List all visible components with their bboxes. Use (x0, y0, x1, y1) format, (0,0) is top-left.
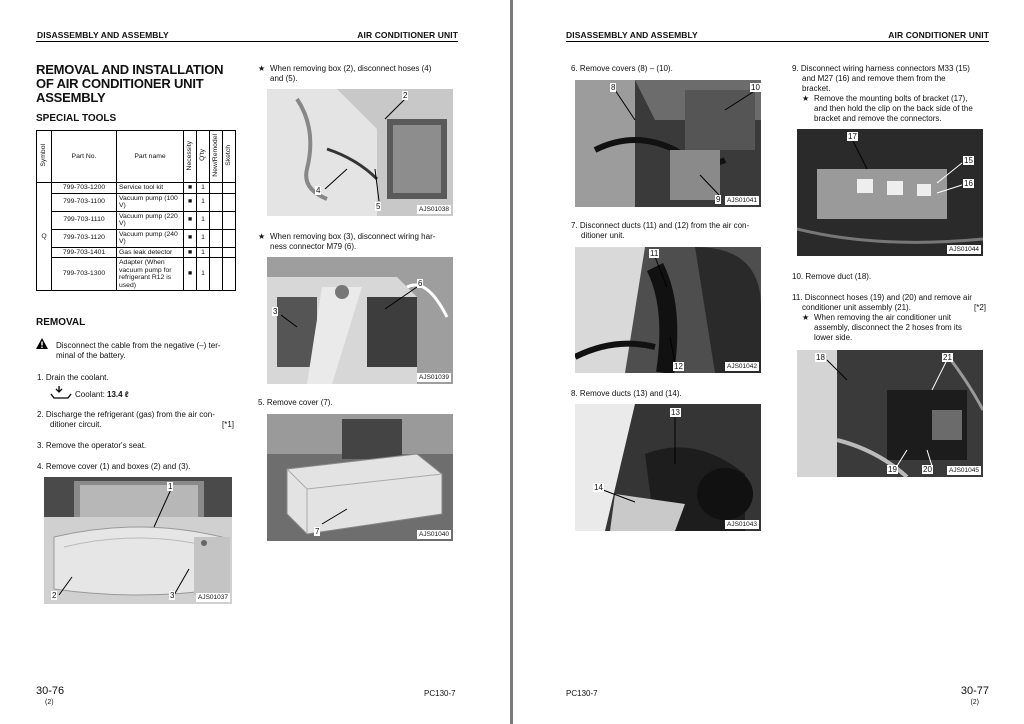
callout: 3 (170, 591, 175, 600)
photo-drawing (797, 129, 983, 256)
photo-cab-box-removal (44, 477, 232, 604)
photo-drawing (44, 477, 232, 604)
photo-code: AJS01039 (419, 374, 449, 381)
step-11-ref: [*2] (974, 303, 987, 312)
callout: 1 (168, 482, 173, 491)
photo-code: AJS01040 (419, 531, 449, 538)
callout: 19 (888, 465, 897, 474)
photo-code: AJS01037 (198, 594, 228, 601)
step-4: 4. Remove cover (1) and boxes (2) and (3). (37, 462, 191, 471)
photo-code: AJS01041 (727, 197, 757, 204)
warning-text: Disconnect the cable from the negative (–) ter- minal of the battery. (56, 341, 221, 360)
header-rule (566, 41, 989, 42)
photo-code: AJS01042 (727, 363, 757, 370)
photo-code: AJS01044 (949, 246, 979, 253)
header-topic: AIR CONDITIONER UNIT (357, 30, 458, 40)
callout: 5 (376, 202, 381, 211)
coolant-amount: Coolant: 13.4 ℓ (75, 390, 129, 399)
header-section: DISASSEMBLY AND ASSEMBLY (37, 30, 169, 40)
callout: 12 (674, 362, 683, 371)
photo-code: AJS01045 (949, 467, 979, 474)
coolant-icon (50, 385, 72, 401)
callout: 6 (418, 279, 423, 288)
callout: 7 (315, 527, 320, 536)
note-box-3: ★ When removing box (3), disconnect wiring har- ness connector M79 (6). (258, 232, 436, 251)
page-number: 30-77 (960, 685, 989, 697)
header-rule (36, 41, 458, 42)
step-6: 6. Remove covers (8) – (10). (571, 64, 673, 73)
step-11: 11. Disconnect hoses (19) and (20) and remove air conditioner unit assembly (21). ★ When removing the air conditioner unit assembly, disconnect the 2 hoses from its lower side. (792, 293, 972, 342)
right-page (513, 0, 1024, 724)
step-2-ref: [*1] (222, 420, 235, 429)
photo-cover-7 (267, 414, 453, 541)
callout: 3 (273, 307, 278, 316)
special-tools-heading: SPECIAL TOOLS (36, 113, 117, 124)
callout: 17 (848, 132, 857, 141)
model-code: PC130-7 (566, 689, 598, 698)
step-9: 9. Disconnect wiring harness connectors M33 (15) and M27 (16) and remove them from the bracket. ★ Remove the mounting bolts of bracket (17), and then hold the clip on the back side of the bracket and remove the connectors. (792, 64, 973, 123)
photo-drawing (575, 247, 761, 373)
removal-heading: REMOVAL (36, 317, 86, 328)
table-row: 799-703-1300 Adapter (When vacuum pump for refrigerant R12 is used) ■ 1 (37, 258, 236, 291)
callout: 9 (716, 195, 721, 204)
step-2: 2. Discharge the refrigerant (gas) from the air con- ditioner circuit. (37, 410, 215, 429)
revision: (2) (45, 699, 54, 706)
step-7: 7. Disconnect ducts (11) and (12) from the air con- ditioner unit. (571, 221, 750, 240)
step-8: 8. Remove ducts (13) and (14). (571, 389, 682, 398)
table-row: 799-703-1120 Vacuum pump (240 V) ■ 1 (37, 229, 236, 247)
photo-box-2-hoses (267, 89, 453, 216)
page-title: REMOVAL AND INSTALLATION OF AIR CONDITIONER UNIT ASSEMBLY (36, 62, 224, 105)
callout: 8 (611, 83, 616, 92)
step-3: 3. Remove the operator's seat. (37, 441, 147, 450)
special-tools-table: Symbol Part No. Part name Necessity Q'ty New/Remodel Sketch Q 799-703-1200 Service tool kit ■ 1 799-703-1100 Vacuum pump (100 V) ■ 1 799-703-1110 Vacuum pump (220 V) ■ 1 799-703-1120 Vacuum pump (240 V) ■ 1 799-703-1401 Gas leak detector ■ 1 799-703-1300 Adapter (When vacuum pump for refrigerant R12 is used) ■ 1 (36, 130, 236, 291)
table-row: 799-703-1100 Vacuum pump (100 V) ■ 1 (37, 193, 236, 211)
photo-ac-unit-removal (797, 350, 983, 477)
photo-code: AJS01038 (419, 206, 449, 213)
model-code: PC130-7 (424, 689, 456, 698)
callout: 14 (594, 483, 603, 492)
callout: 2 (403, 91, 408, 100)
photo-connectors-15-16 (797, 129, 983, 256)
photo-drawing (267, 89, 453, 216)
table-row: Q 799-703-1200 Service tool kit ■ 1 (37, 183, 236, 194)
callout: 13 (671, 408, 680, 417)
note-box-2: ★ When removing box (2), disconnect hoses (4) and (5). (258, 64, 432, 83)
left-page (0, 0, 510, 724)
photo-drawing (267, 257, 453, 384)
header-section: DISASSEMBLY AND ASSEMBLY (566, 30, 698, 40)
photo-drawing (575, 404, 761, 531)
photo-ducts-11-12 (575, 247, 761, 373)
table-row: 799-703-1401 Gas leak detector ■ 1 (37, 247, 236, 258)
photo-code: AJS01043 (727, 521, 757, 528)
step-5: 5. Remove cover (7). (258, 398, 333, 407)
step-10: 10. Remove duct (18). (792, 272, 872, 281)
callout: 11 (650, 249, 659, 258)
revision: (2) (970, 699, 979, 706)
photo-box-3-connector (267, 257, 453, 384)
callout: 20 (923, 465, 932, 474)
header-topic: AIR CONDITIONER UNIT (888, 30, 989, 40)
callout: 15 (964, 156, 973, 165)
callout: 18 (816, 353, 825, 362)
callout: 10 (751, 83, 760, 92)
page-number: 30-76 (36, 685, 65, 697)
warning-icon (36, 338, 48, 349)
callout: 16 (964, 179, 973, 188)
callout: 4 (316, 186, 321, 195)
photo-ducts-13-14 (575, 404, 761, 531)
photo-drawing (575, 80, 761, 207)
photo-drawing (267, 414, 453, 541)
callout: 2 (52, 591, 57, 600)
callout: 21 (943, 353, 952, 362)
table-row: 799-703-1110 Vacuum pump (220 V) ■ 1 (37, 211, 236, 229)
photo-drawing (797, 350, 983, 477)
step-1: 1. Drain the coolant. (37, 373, 109, 382)
photo-covers-8-10 (575, 80, 761, 207)
